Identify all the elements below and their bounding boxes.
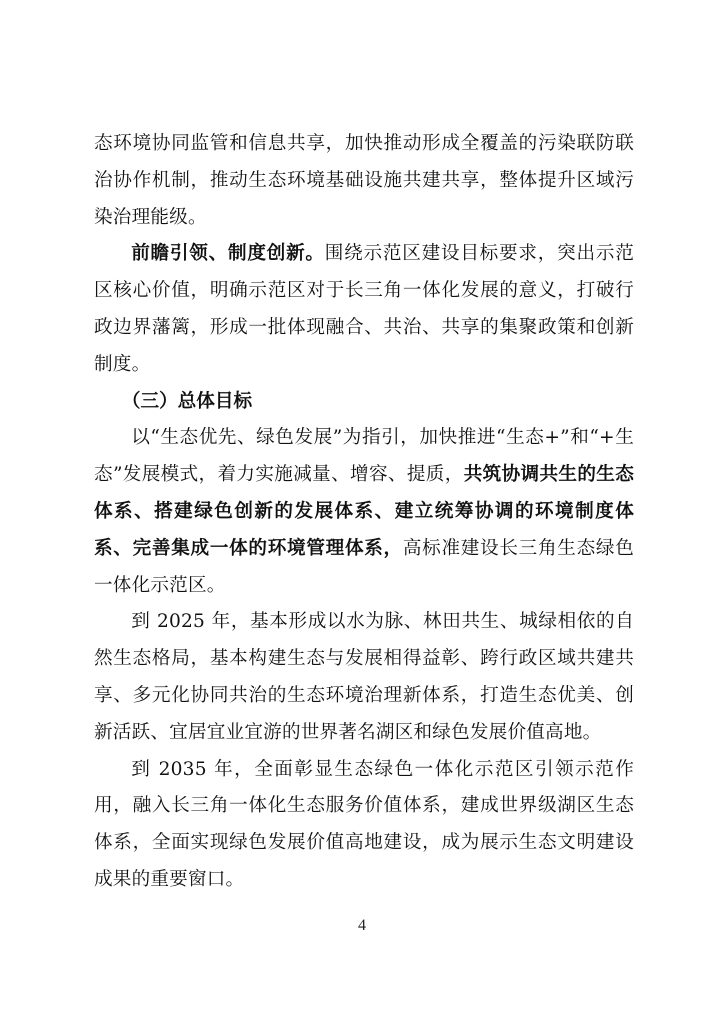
paragraph-3-text: 以“生态优先、绿色发展”为指引，加快推进“生态+”和“+生态”发展模式，着力实施减量、增容、提质，: [94, 427, 634, 486]
section-heading: （三）总体目标: [121, 390, 253, 412]
paragraph-4: 到 2025 年，基本形成以水为脉、林田共生、城绿相依的自然生态格局，基本构建生态与发展相得益彰、跨行政区域共建共享、多元化协同共治的生态环境治理新体系，打造生态优美、创新活跃、宜居宜业宜游的世界著名湖区和绿色发展价值高地。: [94, 611, 634, 743]
paragraph-5: 到 2035 年，全面彰显生态绿色一体化示范区引领示范作用，融入长三角一体化生态服务价值体系，建成世界级湖区生态体系，全面实现绿色发展价值高地建设，成为展示生态文明建设成果的重要窗口。: [94, 758, 634, 890]
paragraph-3-tail: 高标准建设长三角生态绿色一体化示范区。: [94, 537, 634, 596]
paragraph-2-lead: 前瞻引领、制度创新。: [131, 243, 325, 265]
paragraph-1: 态环境协同监管和信息共享，加快推动形成全覆盖的污染联防联治协作机制，推动生态环境基础设施共建共享，整体提升区域污染治理能级。: [94, 133, 634, 228]
paragraph-2: [94, 236, 634, 383]
document-body: [94, 126, 634, 899]
paragraph-3: [94, 420, 634, 604]
paragraph-3-bold: 共筑协调共生的生态体系、搭建绿色创新的发展体系、建立统筹协调的环境制度体系、完善集成一体的环境管理体系，: [94, 464, 634, 559]
paragraph-2-text: 围绕示范区建设目标要求，突出示范区核心价值，明确示范区对于长三角一体化发展的意义，打破行政边界藩篱，形成一批体现融合、共治、共享的集聚政策和创新制度。: [94, 243, 634, 375]
page-number: 4: [358, 917, 366, 934]
